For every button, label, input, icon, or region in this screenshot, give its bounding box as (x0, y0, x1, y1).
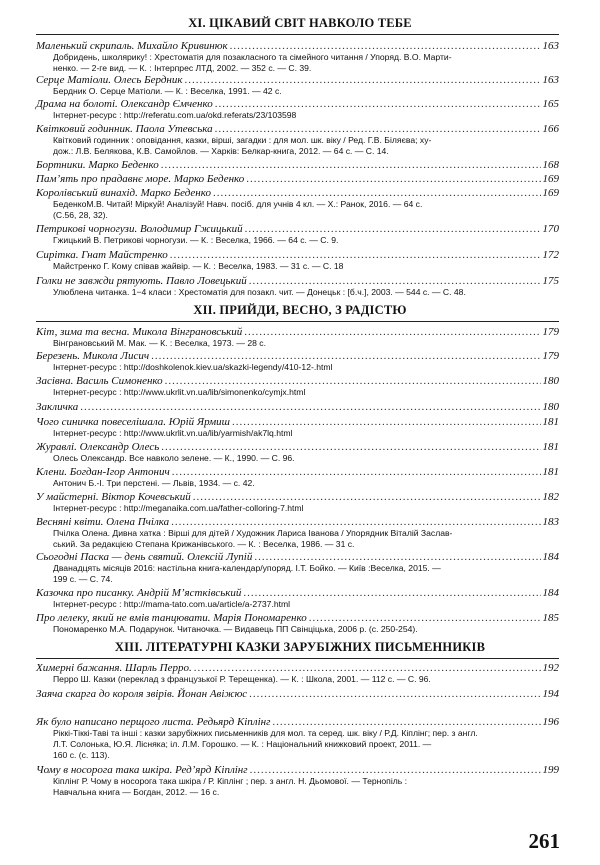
toc-entry (36, 223, 559, 246)
entry-title: Петрикові чорногузи. Володимир Гжицький (36, 223, 243, 235)
entry-detail: Майстренко Г. Кому співав жайвір. — К. : Веселка, 1983. — 31 с. — С. 18 (53, 261, 344, 271)
section-divider (36, 321, 559, 322)
entry-detail: Квітковий годинник : оповідання, казки, вірші, загадки : для мол. шк. віку / Ред. Г.В. Бiляєва; ху- (53, 135, 432, 145)
entry-detail: Навчальна книга — Богдан, 2012. — 16 с. (53, 787, 220, 797)
entry-detail: Інтернет-ресурс : http://referatu.com.ua/okd.referats/23/103598 (53, 110, 297, 120)
entry-detail: Інтернет-ресурс : http://www.ukrlit.vn.ua/lib/yarmish/ak7lq.html (53, 428, 293, 438)
entry-title: Кіт, зима та весна. Микола Вінграновський (36, 326, 243, 338)
entry-detail: дож.: Л.В. Белякова, К.В. Самойлов. — Харків: Белкар-книга, 2012. — 64 с. — С. 14. (53, 146, 389, 156)
entry-title: Драма на болоті. Олександр Ємченко (36, 98, 213, 110)
entry-title: Голки не завжди рятують. Павло Ловецький (36, 275, 247, 287)
entry-detail: БеденкоМ.В. Читай! Міркуй! Аналізуй! Навч. посіб. для учнів 4 кл. — Х.: Ранок, 2016. — 64 с. (53, 199, 423, 209)
entry-title: Весняні квіти. Олена Пчілка (36, 516, 170, 528)
entry-page: 169 (542, 187, 559, 199)
toc-entry (36, 491, 559, 514)
leader-dots (213, 187, 541, 199)
toc-entry (36, 159, 559, 171)
entry-detail: Добридень, школярику! : Хрестоматія для позакласного та сімейного читання / Упоряд. В.О. Марти- (53, 52, 452, 62)
leader-dots (80, 401, 540, 413)
entry-page: 163 (542, 74, 559, 86)
toc-entry (36, 466, 559, 489)
entry-page: 175 (542, 275, 559, 287)
entry-page: 183 (542, 516, 559, 528)
entry-title: Чому в носорога така шкіра. Ред’ярд Кіплінг (36, 764, 248, 776)
section-divider (36, 658, 559, 659)
leader-dots (193, 491, 541, 503)
toc-entry (36, 764, 559, 798)
entry-title: Маленький скрипаль. Михайло Кривинюк (36, 40, 228, 52)
entry-page: 185 (542, 612, 559, 624)
entry-title: Серце Матіоли. Олесь Бердник (36, 74, 183, 86)
toc-entry (36, 587, 559, 610)
leader-dots (171, 516, 540, 528)
toc-entry (36, 375, 559, 398)
leader-dots (249, 275, 541, 287)
toc-entry (36, 401, 559, 413)
leader-dots (161, 441, 540, 453)
leader-dots (172, 466, 541, 478)
entry-detail: Інтернет-ресурс : http://doshkolenok.kiev.ua/skazki-legendy/410-12-.html (53, 362, 333, 372)
entry-title: Закличка (36, 401, 79, 413)
entry-title: Клени. Богдан-Ігор Антонич (36, 466, 170, 478)
leader-dots (254, 551, 540, 563)
entry-page: 199 (542, 764, 559, 776)
entry-detail: ський. За редакцією Степана Крижанівського. — К. : Веселка, 1986. — 31 с. (53, 539, 355, 549)
toc-entry (36, 98, 559, 121)
entry-detail: Пчілка Олена. Дивна хатка : Вірші для дітей / Художник Лариса Іванова / Упорядник Віталій Заслав- (53, 528, 453, 538)
entry-title: Сьогодні Паска — день святий. Олексій Лупій (36, 551, 253, 563)
entry-page: 180 (542, 375, 559, 387)
entry-page: 182 (542, 491, 559, 503)
entry-title: Бортники. Марко Беденко (36, 159, 159, 171)
entry-title: Березень. Микола Лисич (36, 350, 150, 362)
leader-dots (151, 350, 540, 362)
section-divider (36, 34, 559, 35)
entry-page: 184 (542, 587, 559, 599)
toc-entry (36, 249, 559, 272)
entry-detail: Гжицький В. Петрикові чорногузи. — К. : Веселка, 1966. — 64 с. — С. 9. (53, 235, 339, 245)
entry-detail: Олесь Олександр. Все навколо зелене. — К., 1990. — С. 96. (53, 453, 295, 463)
entry-detail: Інтернет-ресурс : http://meganaika.com.ua/father-colloring-7.html (53, 503, 304, 513)
entry-page: 170 (542, 223, 559, 235)
entry-detail: Антонич Б.-І. Три перстені. — Львів, 1934. — с. 42. (53, 478, 255, 488)
entry-page: 184 (542, 551, 559, 563)
toc-entry (36, 551, 559, 585)
leader-dots (244, 326, 540, 338)
leader-dots (194, 662, 541, 674)
toc-entry (36, 716, 559, 761)
entry-title: Квітковий годинник. Паола Утевська (36, 123, 213, 135)
entry-detail: (С.56, 28, 32). (53, 210, 108, 220)
toc-entry (36, 612, 559, 635)
leader-dots (272, 716, 540, 728)
section-title-12: ХІІ. ПРИЙДИ, ВЕСНО, З РАДІСТЮ (193, 303, 407, 317)
toc-entry (36, 74, 559, 97)
entry-detail: Л.Т. Солонька, Ю.Я. Лісняка; іл. Л.М. Горошко. — К. : Національний книжковий проект, 2011. — (53, 739, 432, 749)
leader-dots (170, 249, 541, 261)
entry-page: 180 (542, 401, 559, 413)
entry-detail: Пономаренко М.А. Подарунок. Читаночка. — Видавець ПП Свінціцька, 2006 р. (с. 250-254). (53, 624, 418, 634)
leader-dots (161, 159, 541, 171)
entry-title: Заяча скарга до короля звірів. Йонан Авіжюс (36, 688, 248, 700)
toc-entry (36, 516, 559, 550)
entry-detail: Дванадцять місяців 2016: настільна книга-календар/упоряд. І.Т. Бойко. — Київ :Веселка, 2015. — (53, 563, 441, 573)
toc-entry (36, 416, 559, 439)
entry-detail: Улюблена читанка. 1−4 класи : Хрестоматія для позакл. чит. — Донецьк : [б.ч.], 2003. — 544 с. — С. 48. (53, 287, 466, 297)
entry-page: 181 (542, 466, 559, 478)
entry-page: 169 (542, 173, 559, 185)
entry-title: Засівна. Василь Симоненко (36, 375, 163, 387)
leader-dots (246, 173, 540, 185)
entry-page: 196 (542, 716, 559, 728)
section-title-11: ХІ. ЦІКАВИЙ СВІТ НАВКОЛО ТЕБЕ (188, 16, 412, 30)
leader-dots (230, 40, 541, 52)
toc-entry (36, 326, 559, 349)
entry-page: 179 (542, 350, 559, 362)
entry-detail: Вінграновський М. Мак. — К. : Веселка, 1973. — 28 с. (53, 338, 266, 348)
leader-dots (243, 587, 540, 599)
entry-title: Про лелеку, який не вмів танцювати. Марія Пономаренко (36, 612, 307, 624)
entry-page: 168 (542, 159, 559, 171)
entry-detail: Ріккі-Тіккі-Таві та інші : казки зарубіжних письменників для мол. та серед. шк. віку / Р.Д. Кіплінг; пер. з англ. (53, 728, 478, 738)
entry-page: 166 (542, 123, 559, 135)
entry-page: 181 (542, 416, 559, 428)
entry-title: Казочка про писанку. Андрій М’ястківський (36, 587, 242, 599)
toc-entry (36, 688, 559, 700)
entry-title: Сирітка. Гнат Майстренко (36, 249, 168, 261)
entry-title: У майстерні. Віктор Кочевський (36, 491, 191, 503)
leader-dots (249, 688, 540, 700)
entry-detail: 160 с. (с. 113). (53, 750, 110, 760)
entry-page: 181 (542, 441, 559, 453)
page-number: 261 (528, 829, 560, 853)
entry-detail: 199 с. — С. 74. (53, 574, 113, 584)
entry-detail: ненко. — 2-ге вид. — К. : Інтерпрес ЛТД, 2002. — 352 с. — С. 39. (53, 63, 312, 73)
entry-page: 165 (542, 98, 559, 110)
entry-detail: Інтернет-ресурс : http://www.ukrlit.vn.ua/lib/simonenko/cymjx.html (53, 387, 306, 397)
entry-detail: Перро Ш. Казки (переклад з французької Р. Терещенка). — К. : Школа, 2001. — 112 с. — С. 96. (53, 674, 431, 684)
entry-title: Як було написано перщого листа. Редьярд Кіплінг (36, 716, 271, 728)
entry-detail: Кіплінг Р. Чому в носорога така шкіра / Р. Кіплінг ; пер. з англ. Н. Дьомової. — Тернопіль : (53, 776, 407, 786)
entry-page: 192 (542, 662, 559, 674)
leader-dots (232, 416, 541, 428)
entry-detail: Бердник О. Серце Матіоли. — К. : Веселка, 1991. — 42 с. (53, 86, 282, 96)
leader-dots (165, 375, 541, 387)
entry-title: Химерні бажання. Шарль Перро. (36, 662, 192, 674)
leader-dots (250, 764, 541, 776)
toc-entry (36, 123, 559, 157)
leader-dots (245, 223, 541, 235)
leader-dots (215, 98, 541, 110)
entry-page: 163 (542, 40, 559, 52)
leader-dots (215, 123, 541, 135)
entry-detail: Інтернет-ресурс : http://mama-tato.com.ua/article/a-2737.html (53, 599, 291, 609)
toc-entry (36, 173, 559, 185)
entry-page: 172 (542, 249, 559, 261)
entry-title: Журавлі. Олександр Олесь (36, 441, 160, 453)
entry-page: 179 (542, 326, 559, 338)
leader-dots (185, 74, 541, 86)
entry-page: 194 (542, 688, 559, 700)
toc-entry (36, 275, 559, 298)
section-title-13: ХІІІ. ЛІТЕРАТУРНІ КАЗКИ ЗАРУБІЖНИХ ПИСЬМЕННИКІВ (114, 640, 486, 654)
leader-dots (309, 612, 541, 624)
entry-title: Королівський винахід. Марко Беденко (36, 187, 211, 199)
toc-entry (36, 441, 559, 464)
toc-entry (36, 350, 559, 373)
entry-title: Чого синичка повеселішала. Юрій Ярмиш (36, 416, 230, 428)
toc-entry (36, 662, 559, 685)
toc-entry (36, 187, 559, 221)
entry-title: Пам’ять про прадавнє море. Марко Беденко (36, 173, 245, 185)
toc-entry (36, 40, 559, 74)
